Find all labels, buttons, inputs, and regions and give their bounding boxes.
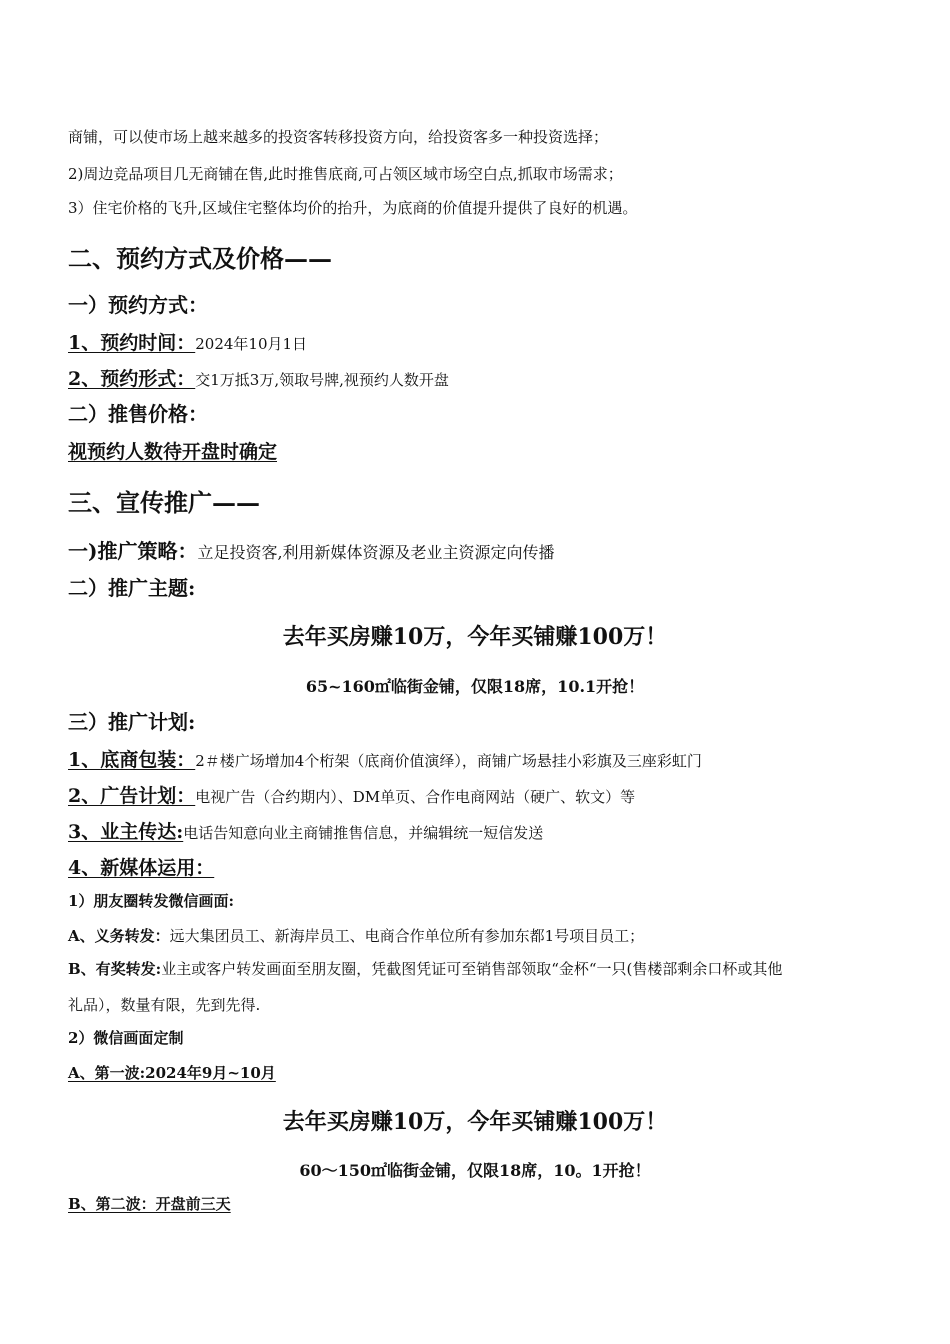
prize-share-label: B、有奖转发:: [68, 960, 162, 978]
section-heading: 三、宣传推广——: [68, 488, 260, 517]
plan-item-ads: [68, 781, 910, 808]
reservation-time-value: 2024年10月1日: [195, 335, 308, 353]
wechat-custom-heading: 2）微信画面定制: [68, 1029, 184, 1047]
subsection-heading: 二）推售价格：: [68, 402, 208, 426]
subsection-heading: 二）推广主题:: [68, 576, 196, 600]
package-label: 1、底商包装：: [68, 749, 196, 771]
subsection-heading: 一）预约方式：: [68, 293, 208, 317]
strategy-line: [68, 535, 910, 564]
ads-label: 2、广告计划：: [68, 785, 196, 807]
ads-value: 电视广告（合约期内）、DM单页、合作电商网站（硬广、软文）等: [195, 788, 636, 806]
owners-label: 3、业主传达:: [68, 821, 184, 843]
slogan-headline: 去年买房赚10万，今年买铺赚100万！: [282, 1109, 668, 1135]
plan-item-package: [68, 745, 910, 772]
strategy-value: 立足投资客,利用新媒体资源及老业主资源定向传播: [197, 543, 555, 562]
duty-share-label: A、义务转发：: [68, 927, 170, 945]
reservation-time-label: 1、预约时间：: [68, 332, 196, 354]
wechat-share-heading: 1）朋友圈转发微信画面:: [68, 892, 234, 910]
slogan-subline: 60～150㎡临街金铺，仅限18席，10。1开抢！: [299, 1161, 651, 1180]
duty-share-line: [68, 925, 910, 946]
reservation-form-line: [68, 364, 910, 391]
wave-two-heading: B、第二波：开盘前三天: [68, 1195, 231, 1213]
wave-one-heading: A、第一波:2024年9月~10月: [68, 1064, 276, 1082]
reservation-form-label: 2、预约形式：: [68, 368, 196, 390]
strategy-label: 一)推广策略：: [68, 539, 198, 563]
reservation-form-value: 交1万抵3万,领取号牌,视预约人数开盘: [195, 371, 449, 389]
prize-share-value: 业主或客户转发画面至朋友圈，凭截图凭证可至销售部领取“金杯“一只(售楼部剩余口杯或其他: [161, 960, 783, 978]
reservation-time-line: [68, 328, 910, 355]
plan-item-owners: [68, 817, 910, 844]
subsection-heading: 三）推广计划:: [68, 710, 196, 734]
price-note: 视预约人数待开盘时确定: [68, 441, 278, 463]
paragraph-line: 2)周边竞品项目几无商铺在售,此时推售底商,可占领区域市场空白点,抓取市场需求；: [68, 165, 623, 183]
duty-share-value: 远大集团员工、新海岸员工、电商合作单位所有参加东都1号项目员工；: [169, 927, 645, 945]
prize-share-line: [68, 958, 910, 979]
owners-value: 电话告知意向业主商铺推售信息，并编辑统一短信发送: [183, 824, 544, 842]
package-value: 2＃楼广场增加4个桁架（底商价值演绎），商铺广场悬挂小彩旗及三座彩虹门: [195, 752, 702, 770]
paragraph-line: 3）住宅价格的飞升,区域住宅整体均价的抬升，为底商的价值提升提供了良好的机遇。: [68, 199, 638, 217]
section-heading: 二、预约方式及价格——: [68, 244, 332, 273]
plan-item-new-media: 4、新媒体运用：: [68, 857, 215, 879]
paragraph-line: 商铺，可以使市场上越来越多的投资客转移投资方向，给投资客多一种投资选择；: [68, 128, 609, 146]
slogan-subline: 65~160㎡临街金铺，仅限18席，10.1开抢！: [305, 677, 645, 696]
prize-share-continued: 礼品），数量有限，先到先得.: [68, 996, 261, 1014]
slogan-headline: 去年买房赚10万，今年买铺赚100万！: [282, 624, 668, 650]
